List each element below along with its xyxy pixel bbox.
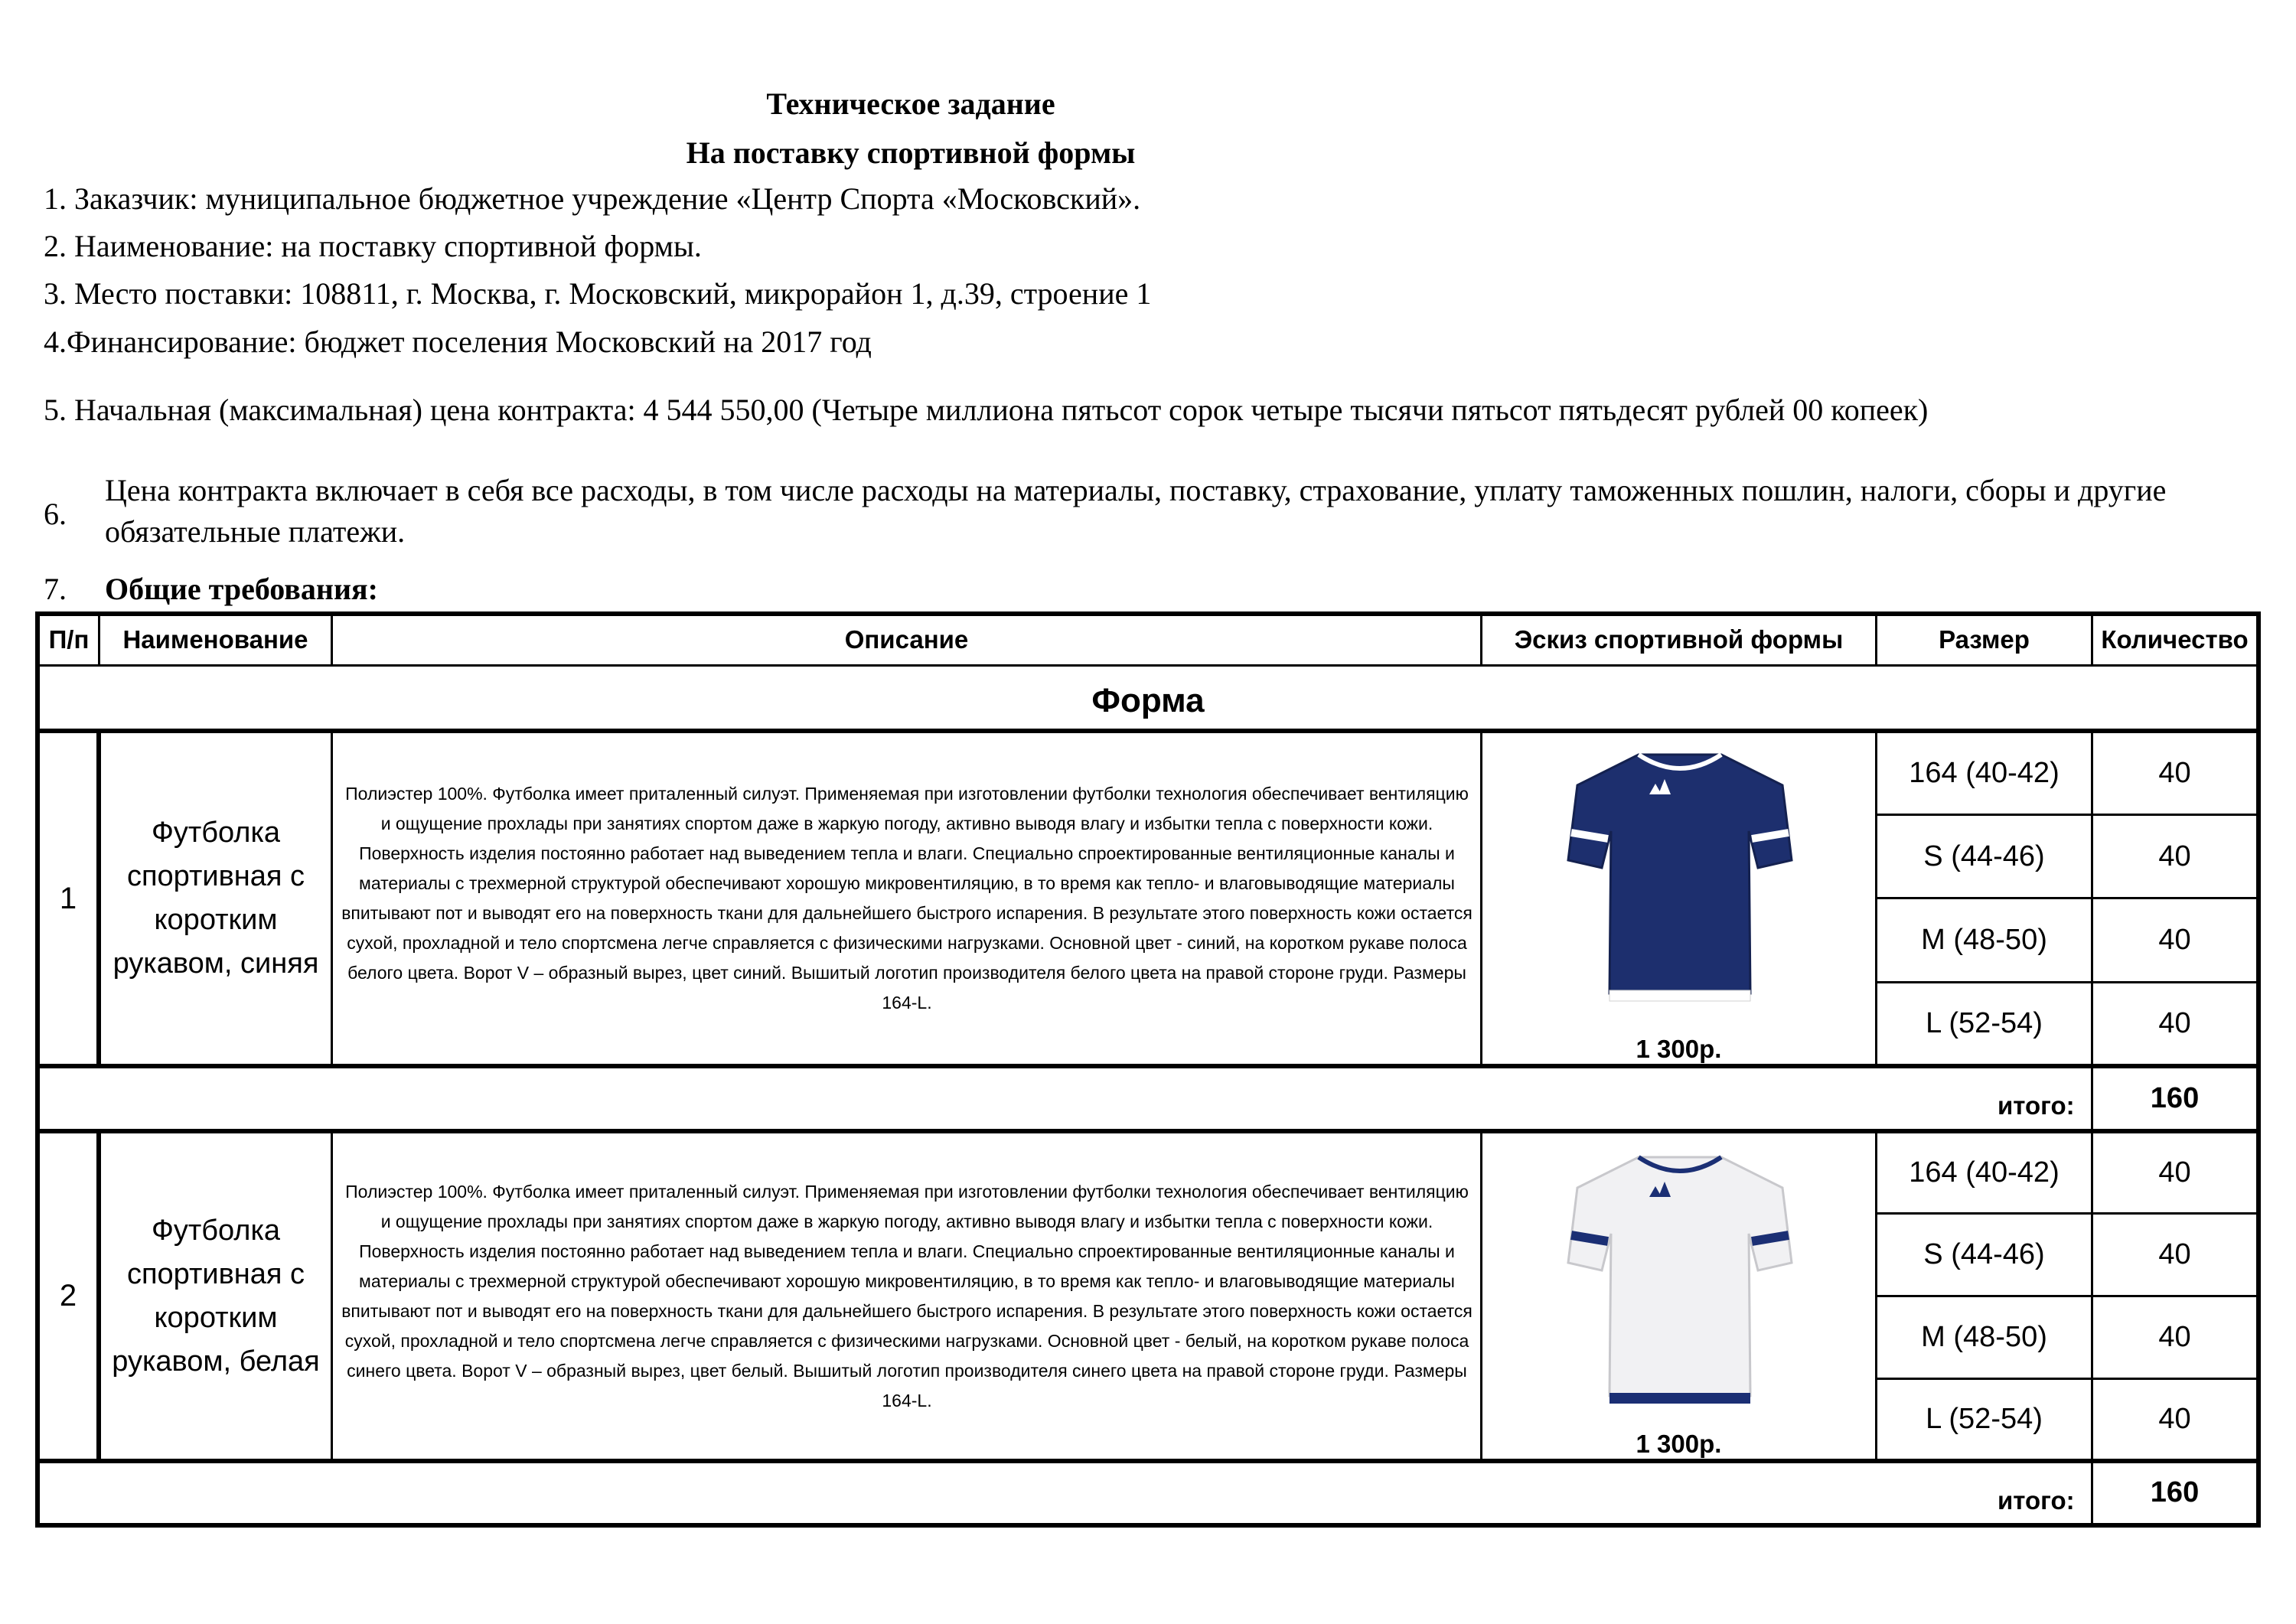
col-line [1480,731,1482,1066]
row2-qty-2: 40 [2158,1238,2191,1270]
row2-bottom-line [35,1459,2261,1463]
row2-price: 1 300р. [1636,1430,1722,1458]
header-description: Описание [844,625,969,654]
col-line [331,1131,333,1461]
row1-name: Футболка спортивная с коротким рукавом, синяя [113,817,319,980]
row1-number: 1 [59,881,77,915]
table-border-bottom [35,1523,2261,1528]
row1-qty-3: 40 [2158,924,2191,956]
row1-qty-2: 40 [2158,840,2191,872]
header-name: Наименование [122,625,308,654]
document-title: Техническое задание [766,86,1055,121]
row2-size-4: L (52-54) [1926,1403,2043,1435]
row2-description: Полиэстер 100%. Футболка имеет приталенный силуэт. Применяемая при изготовлении футболки технология обеспечивает вентиляцию и ощущение прохлады при занятиях спортом даже в жаркую погоду, активно выводя влагу и избытки тепла с поверхности кожи. Поверхность изделия постоянно работает над выведением тепла и влаги. Специально спроектированные вентиляционные каналы и материалы с трехмерной структурой обеспечивают хорошую микровентиляцию, в то время как тепло- и влаговыводящие материалы впитывают пот и выводят его на поверхность ткани для дальнейшего быстрого испарения. В результате этого поверхность кожи остается сухой, прохладной и тело спортсмена легче справляется с физическими нагрузками. Основной цвет - белый, на коротком рукаве полоса синего цвета. Ворот V – образный вырез, цвет белый. Вышитый логотип производителя синего цвета на правой стороне груди. Размеры 164-L. [341,1181,1473,1410]
row2-qty-1: 40 [2158,1156,2191,1189]
header-bottom-line [35,664,2261,667]
row2-number: 2 [59,1279,77,1313]
header-num: П/п [48,625,90,654]
item-contract-price: 5. Начальная (максимальная) цена контракта: 4 544 550,00 (Четыре миллиона пятьсот сорок четыре тысячи пятьсот пятьдесят рублей 00 копеек) [44,393,1929,427]
item-name: 2. Наименование: на поставку спортивной формы. [44,229,702,263]
row2-size-1: 164 (40-42) [1909,1156,2060,1189]
row1-bottom-line [35,1064,2261,1068]
item6-text: Цена контракта включает в себя все расходы, в том числе расходы на материалы, поставку, страхование, уплату таможенных пошлин, налоги, сборы и другие обязательные платежи. [105,473,2167,549]
row2-size-3: M (48-50) [1921,1321,2047,1353]
row2-qty-4: 40 [2158,1403,2191,1435]
row2-qty-3: 40 [2158,1321,2191,1353]
row1-price: 1 300р. [1636,1035,1722,1063]
row1-size-3: M (48-50) [1921,924,2047,956]
item7-number: 7. [44,572,67,606]
row1-qty-1: 40 [2158,757,2191,789]
item-customer: 1. Заказчик: муниципальное бюджетное учреждение «Центр Спорта «Московский». [44,181,1141,216]
row2-total-value: 160 [2150,1476,2200,1508]
row1-total-value: 160 [2150,1082,2200,1114]
table-border-right [2256,611,2261,1528]
row2-total-label: итого: [1998,1486,2075,1515]
item6-number: 6. [44,497,67,531]
row1-qty-4: 40 [2158,1007,2191,1039]
row1-total-label: итого: [1998,1091,2075,1120]
row1-size-1: 164 (40-42) [1909,757,2060,789]
header-size: Размер [1939,625,2030,654]
item-delivery-place: 3. Место поставки: 108811, г. Москва, г. Московский, микрорайон 1, д.39, строение 1 [44,276,1152,311]
header-sketch: Эскиз спортивной формы [1514,625,1844,654]
row2-size-2: S (44-46) [1923,1238,2045,1270]
header-quantity: Количество [2101,625,2249,654]
col-line [1480,1131,1482,1461]
row1-size-2: S (44-46) [1923,840,2045,872]
item-financing: 4.Финансирование: бюджет поселения Московский на 2017 год [44,324,872,359]
item7-text: Общие требования: [105,572,378,606]
row2-name: Футболка спортивная с коротким рукавом, белая [112,1214,320,1378]
white-tshirt-icon [1565,1151,1795,1414]
col-line [331,731,333,1066]
blue-tshirt-icon [1565,748,1795,1012]
section-title: Форма [1091,682,1205,719]
row1-description: Полиэстер 100%. Футболка имеет приталенный силуэт. Применяемая при изготовлении футболки технология обеспечивает вентиляцию и ощущение прохлады при занятиях спортом даже в жаркую погоду, активно выводя влагу и избытки тепла с поверхности кожи. Поверхность изделия постоянно работает над выведением тепла и влаги. Специально спроектированные вентиляционные каналы и материалы с трехмерной структурой обеспечивают хорошую микровентиляцию, в то время как тепло- и влаговыводящие материалы впитывают пот и выводят его на поверхность ткани для дальнейшего быстрого испарения. В результате этого поверхность кожи остается сухой, прохладной и тело спортсмена легче справляется с физическими нагрузками. Основной цвет - синий, на коротком рукаве полоса белого цвета. Ворот V – образный вырез, цвет синий. Вышитый логотип производителя белого цвета на правой стороне груди. Размеры 164-L. [341,784,1473,1013]
row1-size-4: L (52-54) [1926,1007,2043,1039]
document-subtitle: На поставку спортивной формы [686,135,1136,170]
